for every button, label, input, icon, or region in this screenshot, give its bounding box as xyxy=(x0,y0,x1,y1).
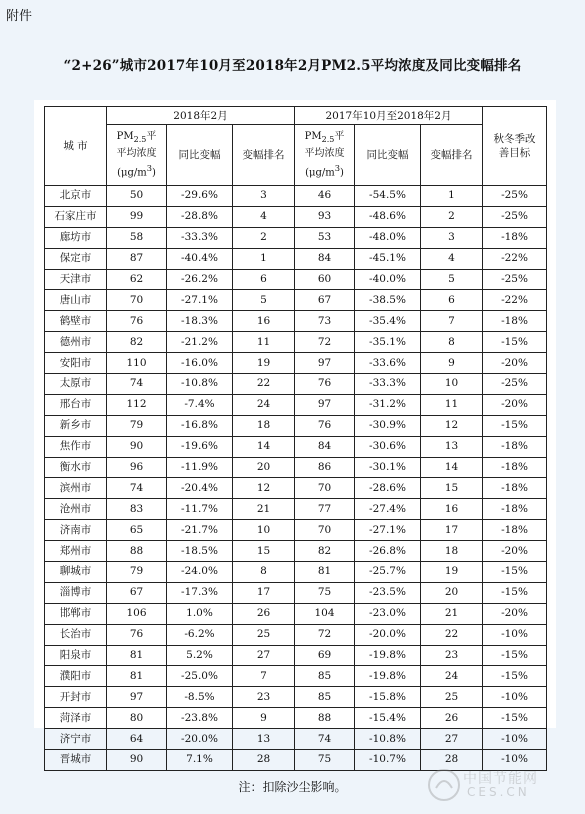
cell-change-period: -33.6% xyxy=(355,353,421,374)
cell-rank-feb: 24 xyxy=(233,394,295,415)
cell-conc-period: 72 xyxy=(295,332,355,353)
cell-city: 晋城市 xyxy=(45,750,107,771)
table-row xyxy=(45,436,547,457)
attachment-label: 附件 xyxy=(6,9,33,24)
cell-conc-feb: 50 xyxy=(107,186,167,207)
cell-conc-period: 85 xyxy=(295,687,355,708)
table-row xyxy=(45,520,547,541)
cell-change-period: -54.5% xyxy=(355,186,421,207)
header-change-2: 同比变幅 xyxy=(355,125,421,186)
cell-conc-feb: 88 xyxy=(107,541,167,562)
cell-conc-period: 75 xyxy=(295,750,355,771)
header-target-text: 秋冬季改善目标 xyxy=(493,133,536,159)
cell-change-feb: -16.0% xyxy=(167,353,233,374)
header-concentration-2: $PM_{2.5}$平 平均浓度$(\mu g/m^3)$ xyxy=(295,125,355,186)
cell-conc-feb: 67 xyxy=(107,582,167,603)
cell-rank-period: 4 xyxy=(421,248,483,269)
cell-conc-feb: 65 xyxy=(107,520,167,541)
cell-target: -20% xyxy=(483,541,547,562)
cell-change-feb: -21.2% xyxy=(167,332,233,353)
cell-change-feb: -6.2% xyxy=(167,624,233,645)
cell-change-period: -15.8% xyxy=(355,687,421,708)
cell-change-period: -48.0% xyxy=(355,227,421,248)
cell-change-feb: -18.5% xyxy=(167,541,233,562)
cell-rank-feb: 22 xyxy=(233,374,295,395)
cell-change-feb: -27.1% xyxy=(167,290,233,311)
cell-conc-feb: 97 xyxy=(107,687,167,708)
cell-conc-period: 86 xyxy=(295,457,355,478)
cell-city: 邢台市 xyxy=(45,394,107,415)
cell-conc-feb: 76 xyxy=(107,311,167,332)
cell-rank-feb: 20 xyxy=(233,457,295,478)
cell-conc-feb: 112 xyxy=(107,394,167,415)
cell-rank-period: 27 xyxy=(421,729,483,750)
cell-conc-period: 84 xyxy=(295,248,355,269)
cell-conc-period: 82 xyxy=(295,541,355,562)
cell-rank-feb: 17 xyxy=(233,582,295,603)
cell-rank-period: 3 xyxy=(421,227,483,248)
cell-city: 郑州市 xyxy=(45,541,107,562)
cell-target: -10% xyxy=(483,624,547,645)
cell-conc-feb: 70 xyxy=(107,290,167,311)
table-row xyxy=(45,394,547,415)
cell-city: 石家庄市 xyxy=(45,206,107,227)
cell-rank-feb: 4 xyxy=(233,206,295,227)
header-group-feb2018: 2018年2月 xyxy=(107,107,295,125)
watermark-en: CES.CN xyxy=(467,785,530,799)
cell-conc-feb: 58 xyxy=(107,227,167,248)
cell-target: -25% xyxy=(483,186,547,207)
cell-conc-feb: 83 xyxy=(107,499,167,520)
cell-rank-period: 28 xyxy=(421,750,483,771)
cell-change-period: -20.0% xyxy=(355,624,421,645)
cell-city: 廊坊市 xyxy=(45,227,107,248)
cell-conc-period: 73 xyxy=(295,311,355,332)
cell-target: -18% xyxy=(483,311,547,332)
cell-conc-period: 70 xyxy=(295,478,355,499)
cell-city: 开封市 xyxy=(45,687,107,708)
cell-city: 太原市 xyxy=(45,374,107,395)
cell-conc-period: 85 xyxy=(295,666,355,687)
cell-change-feb: -18.3% xyxy=(167,311,233,332)
cell-change-feb: -11.9% xyxy=(167,457,233,478)
cell-conc-feb: 64 xyxy=(107,729,167,750)
cell-change-period: -35.4% xyxy=(355,311,421,332)
cell-change-period: -10.7% xyxy=(355,750,421,771)
cell-conc-period: 74 xyxy=(295,729,355,750)
cell-change-period: -28.6% xyxy=(355,478,421,499)
cell-target: -20% xyxy=(483,394,547,415)
cell-rank-period: 8 xyxy=(421,332,483,353)
table-row xyxy=(45,708,547,729)
cell-target: -10% xyxy=(483,687,547,708)
cell-conc-period: 72 xyxy=(295,624,355,645)
cell-change-feb: -24.0% xyxy=(167,562,233,583)
cell-target: -15% xyxy=(483,666,547,687)
cell-change-feb: -20.0% xyxy=(167,729,233,750)
cell-change-period: -26.8% xyxy=(355,541,421,562)
footnote: 注：扣除沙尘影响。 xyxy=(238,780,347,794)
table-row xyxy=(45,248,547,269)
cell-rank-feb: 27 xyxy=(233,645,295,666)
cell-conc-period: 76 xyxy=(295,374,355,395)
cell-target: -18% xyxy=(483,227,547,248)
table-row xyxy=(45,353,547,374)
header-rank-2: 变幅排名 xyxy=(421,125,483,186)
cell-city: 阳泉市 xyxy=(45,645,107,666)
cell-rank-period: 6 xyxy=(421,290,483,311)
table-row xyxy=(45,311,547,332)
cell-rank-feb: 25 xyxy=(233,624,295,645)
cell-rank-period: 26 xyxy=(421,708,483,729)
cell-rank-period: 21 xyxy=(421,603,483,624)
cell-rank-feb: 2 xyxy=(233,227,295,248)
cell-city: 保定市 xyxy=(45,248,107,269)
cell-change-feb: 7.1% xyxy=(167,750,233,771)
cell-target: -18% xyxy=(483,478,547,499)
cell-change-period: -40.0% xyxy=(355,269,421,290)
table-row xyxy=(45,290,547,311)
cell-target: -20% xyxy=(483,353,547,374)
table-row xyxy=(45,186,547,207)
cell-conc-feb: 74 xyxy=(107,478,167,499)
watermark-icon xyxy=(427,768,461,802)
cell-rank-feb: 1 xyxy=(233,248,295,269)
cell-change-period: -19.8% xyxy=(355,666,421,687)
cell-change-period: -23.5% xyxy=(355,582,421,603)
cell-conc-period: 75 xyxy=(295,582,355,603)
cell-city: 聊城市 xyxy=(45,562,107,583)
table-row xyxy=(45,562,547,583)
cell-conc-feb: 82 xyxy=(107,332,167,353)
cell-change-feb: -25.0% xyxy=(167,666,233,687)
cell-target: -10% xyxy=(483,729,547,750)
cell-rank-period: 2 xyxy=(421,206,483,227)
cell-rank-feb: 5 xyxy=(233,290,295,311)
cell-change-feb: -16.8% xyxy=(167,415,233,436)
table-row xyxy=(45,478,547,499)
watermark-logo xyxy=(427,768,577,804)
cell-conc-feb: 62 xyxy=(107,269,167,290)
cell-change-feb: -26.2% xyxy=(167,269,233,290)
cell-change-feb: 5.2% xyxy=(167,645,233,666)
cell-rank-feb: 6 xyxy=(233,269,295,290)
watermark-cn: 中国节能网 xyxy=(463,771,538,787)
table-row xyxy=(45,374,547,395)
cell-target: -25% xyxy=(483,374,547,395)
table-row xyxy=(45,624,547,645)
cell-target: -10% xyxy=(483,750,547,771)
table-row xyxy=(45,415,547,436)
cell-rank-period: 9 xyxy=(421,353,483,374)
table-row xyxy=(45,499,547,520)
cell-change-feb: -28.8% xyxy=(167,206,233,227)
cell-change-period: -19.8% xyxy=(355,645,421,666)
cell-target: -18% xyxy=(483,436,547,457)
cell-change-feb: -33.3% xyxy=(167,227,233,248)
cell-target: -20% xyxy=(483,603,547,624)
cell-conc-period: 53 xyxy=(295,227,355,248)
cell-rank-period: 18 xyxy=(421,541,483,562)
cell-change-period: -15.4% xyxy=(355,708,421,729)
cell-change-feb: -10.8% xyxy=(167,374,233,395)
cell-conc-period: 97 xyxy=(295,394,355,415)
cell-rank-feb: 21 xyxy=(233,499,295,520)
pm25-ranking-table xyxy=(44,106,547,771)
cell-change-feb: -11.7% xyxy=(167,499,233,520)
cell-rank-period: 12 xyxy=(421,415,483,436)
cell-rank-feb: 26 xyxy=(233,603,295,624)
cell-rank-period: 20 xyxy=(421,582,483,603)
cell-conc-feb: 99 xyxy=(107,206,167,227)
cell-change-period: -30.9% xyxy=(355,415,421,436)
cell-rank-period: 1 xyxy=(421,186,483,207)
header-group-oct-feb: 2017年10月至2018年2月 xyxy=(295,107,483,125)
header-change-1: 同比变幅 xyxy=(167,125,233,186)
cell-conc-period: 46 xyxy=(295,186,355,207)
cell-change-period: -30.1% xyxy=(355,457,421,478)
cell-change-feb: -19.6% xyxy=(167,436,233,457)
cell-rank-feb: 15 xyxy=(233,541,295,562)
header-rank-1: 变幅排名 xyxy=(233,125,295,186)
cell-conc-feb: 74 xyxy=(107,374,167,395)
cell-conc-period: 69 xyxy=(295,645,355,666)
cell-conc-period: 104 xyxy=(295,603,355,624)
cell-conc-feb: 96 xyxy=(107,457,167,478)
cell-rank-feb: 11 xyxy=(233,332,295,353)
cell-conc-period: 93 xyxy=(295,206,355,227)
cell-change-period: -35.1% xyxy=(355,332,421,353)
cell-change-period: -33.3% xyxy=(355,374,421,395)
cell-target: -18% xyxy=(483,499,547,520)
cell-target: -22% xyxy=(483,248,547,269)
cell-change-period: -10.8% xyxy=(355,729,421,750)
cell-rank-feb: 19 xyxy=(233,353,295,374)
cell-city: 唐山市 xyxy=(45,290,107,311)
cell-change-feb: -40.4% xyxy=(167,248,233,269)
cell-city: 天津市 xyxy=(45,269,107,290)
cell-rank-feb: 16 xyxy=(233,311,295,332)
cell-conc-period: 70 xyxy=(295,520,355,541)
cell-conc-feb: 106 xyxy=(107,603,167,624)
cell-city: 安阳市 xyxy=(45,353,107,374)
cell-rank-feb: 18 xyxy=(233,415,295,436)
cell-city: 衡水市 xyxy=(45,457,107,478)
table-row xyxy=(45,206,547,227)
cell-target: -15% xyxy=(483,562,547,583)
cell-conc-feb: 87 xyxy=(107,248,167,269)
cell-conc-period: 76 xyxy=(295,415,355,436)
cell-rank-period: 11 xyxy=(421,394,483,415)
cell-conc-period: 81 xyxy=(295,562,355,583)
cell-city: 菏泽市 xyxy=(45,708,107,729)
cell-rank-period: 17 xyxy=(421,520,483,541)
cell-city: 鹤壁市 xyxy=(45,311,107,332)
cell-target: -15% xyxy=(483,645,547,666)
cell-city: 沧州市 xyxy=(45,499,107,520)
cell-conc-feb: 110 xyxy=(107,353,167,374)
cell-change-period: -30.6% xyxy=(355,436,421,457)
cell-rank-feb: 13 xyxy=(233,729,295,750)
cell-rank-period: 13 xyxy=(421,436,483,457)
cell-conc-period: 77 xyxy=(295,499,355,520)
cell-change-period: -23.0% xyxy=(355,603,421,624)
cell-change-feb: -8.5% xyxy=(167,687,233,708)
cell-rank-period: 19 xyxy=(421,562,483,583)
cell-change-period: -27.1% xyxy=(355,520,421,541)
cell-conc-period: 88 xyxy=(295,708,355,729)
table-row xyxy=(45,687,547,708)
cell-rank-period: 5 xyxy=(421,269,483,290)
cell-change-period: -27.4% xyxy=(355,499,421,520)
cell-city: 淄博市 xyxy=(45,582,107,603)
header-concentration-1: $PM_{2.5}$平 平均浓度$(\mu g/m^3)$ xyxy=(107,125,167,186)
cell-target: -15% xyxy=(483,708,547,729)
table-row xyxy=(45,603,547,624)
cell-city: 濮阳市 xyxy=(45,666,107,687)
cell-change-feb: -21.7% xyxy=(167,520,233,541)
cell-city: 新乡市 xyxy=(45,415,107,436)
cell-city: 济南市 xyxy=(45,520,107,541)
cell-target: -25% xyxy=(483,269,547,290)
table-row xyxy=(45,645,547,666)
cell-conc-feb: 79 xyxy=(107,415,167,436)
cell-rank-period: 24 xyxy=(421,666,483,687)
cell-city: 长治市 xyxy=(45,624,107,645)
cell-target: -25% xyxy=(483,206,547,227)
cell-rank-period: 7 xyxy=(421,311,483,332)
page-title: “2+26”城市2017年10月至2018年2月PM2.5平均浓度及同比变幅排名 xyxy=(63,58,522,74)
cell-city: 焦作市 xyxy=(45,436,107,457)
cell-rank-period: 22 xyxy=(421,624,483,645)
cell-city: 邯郸市 xyxy=(45,603,107,624)
cell-change-period: -38.5% xyxy=(355,290,421,311)
cell-rank-feb: 9 xyxy=(233,708,295,729)
cell-target: -18% xyxy=(483,457,547,478)
cell-target: -15% xyxy=(483,415,547,436)
cell-rank-feb: 7 xyxy=(233,666,295,687)
cell-target: -18% xyxy=(483,520,547,541)
cell-conc-feb: 81 xyxy=(107,666,167,687)
table-body xyxy=(45,186,547,771)
cell-conc-feb: 80 xyxy=(107,708,167,729)
cell-change-period: -25.7% xyxy=(355,562,421,583)
cell-conc-period: 84 xyxy=(295,436,355,457)
cell-conc-period: 67 xyxy=(295,290,355,311)
table-row xyxy=(45,582,547,603)
table-row xyxy=(45,541,547,562)
cell-conc-feb: 90 xyxy=(107,436,167,457)
cell-conc-feb: 90 xyxy=(107,750,167,771)
cell-conc-feb: 79 xyxy=(107,562,167,583)
table-row xyxy=(45,729,547,750)
table-row xyxy=(45,457,547,478)
cell-rank-feb: 10 xyxy=(233,520,295,541)
cell-rank-feb: 3 xyxy=(233,186,295,207)
cell-conc-period: 97 xyxy=(295,353,355,374)
cell-conc-period: 60 xyxy=(295,269,355,290)
table-row xyxy=(45,227,547,248)
cell-conc-feb: 76 xyxy=(107,624,167,645)
cell-rank-feb: 14 xyxy=(233,436,295,457)
cell-change-feb: -17.3% xyxy=(167,582,233,603)
cell-change-feb: -20.4% xyxy=(167,478,233,499)
cell-rank-period: 23 xyxy=(421,645,483,666)
table-row xyxy=(45,269,547,290)
cell-rank-feb: 8 xyxy=(233,562,295,583)
cell-city: 德州市 xyxy=(45,332,107,353)
cell-rank-period: 14 xyxy=(421,457,483,478)
cell-change-feb: -23.8% xyxy=(167,708,233,729)
cell-change-period: -45.1% xyxy=(355,248,421,269)
cell-target: -15% xyxy=(483,332,547,353)
cell-city: 济宁市 xyxy=(45,729,107,750)
table-row xyxy=(45,332,547,353)
cell-change-feb: -29.6% xyxy=(167,186,233,207)
cell-rank-feb: 12 xyxy=(233,478,295,499)
cell-rank-period: 15 xyxy=(421,478,483,499)
header-target xyxy=(483,107,547,186)
cell-conc-feb: 81 xyxy=(107,645,167,666)
cell-city: 滨州市 xyxy=(45,478,107,499)
cell-rank-period: 25 xyxy=(421,687,483,708)
cell-target: -22% xyxy=(483,290,547,311)
table-row xyxy=(45,666,547,687)
cell-change-feb: 1.0% xyxy=(167,603,233,624)
cell-rank-period: 16 xyxy=(421,499,483,520)
cell-target: -15% xyxy=(483,582,547,603)
table-paper xyxy=(34,100,556,766)
cell-rank-period: 10 xyxy=(421,374,483,395)
cell-change-feb: -7.4% xyxy=(167,394,233,415)
cell-city: 北京市 xyxy=(45,186,107,207)
cell-change-period: -48.6% xyxy=(355,206,421,227)
cell-rank-feb: 23 xyxy=(233,687,295,708)
header-city: 城 市 xyxy=(45,107,107,186)
cell-rank-feb: 28 xyxy=(233,750,295,771)
cell-change-period: -31.2% xyxy=(355,394,421,415)
